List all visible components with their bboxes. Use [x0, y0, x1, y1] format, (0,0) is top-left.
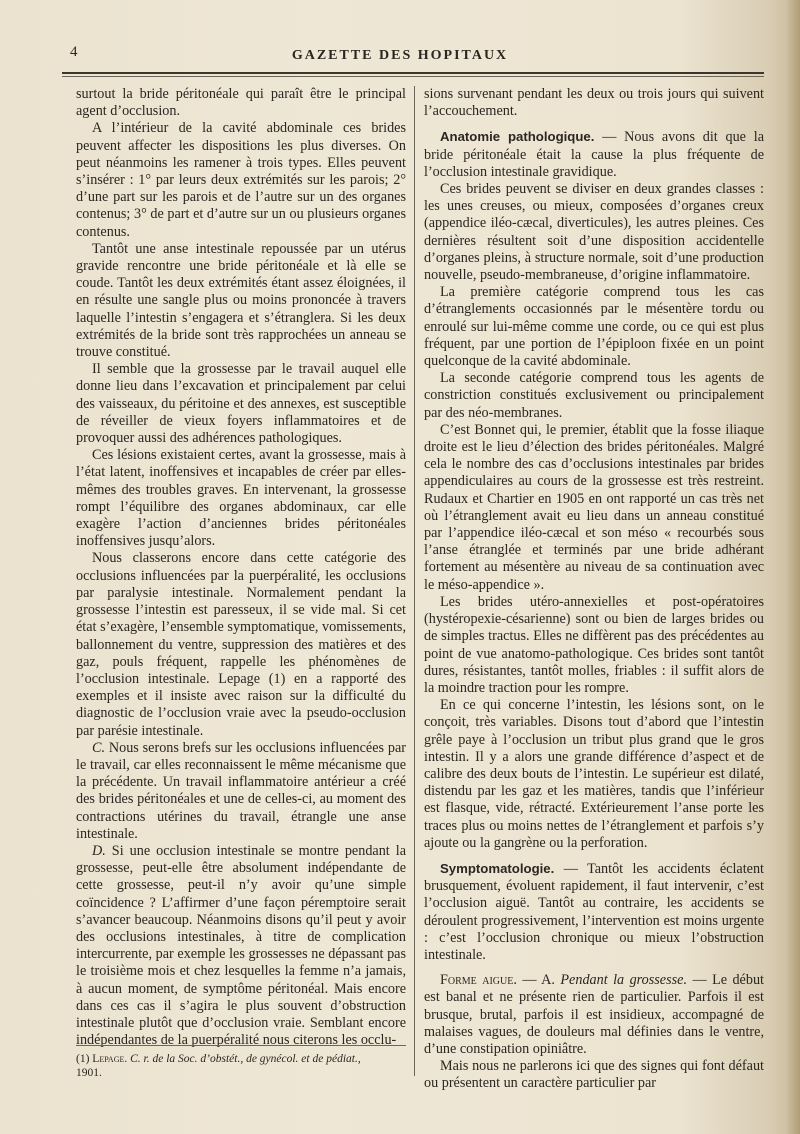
left-column: [76, 86, 406, 1049]
section-letter: C.: [92, 739, 106, 756]
paragraph: Il semble que la grossesse par le travail auquel elle donne lieu dans l’excavation et principalement par celui des vaisseaux, du péritoine et des annexes, est susceptible de réveiller de vieux foyers inflammatoires et de provoquer aussi des adhérences pathologiques.: [76, 361, 406, 447]
paragraph: C. Nous serons brefs sur les occlusions influencées par le travail, car elles reconnaissent le même mécanisme que la précédente. Un travail inflammatoire antérieur a créé des brides péritonéales et une de celles-ci, au moment des contractions utérines du travail, étrangle une anse intestinale.: [76, 739, 406, 842]
paragraph: Ces lésions existaient certes, avant la grossesse, mais à l’état latent, inoffensives et incapables de créer par elles-mêmes des troubles graves. En intervenant, la grossesse rompt l’équilibre des organes abdominaux, car elle exagère l’action d’anciennes brides péritonéales inoffensives jusqu’alors.: [76, 447, 406, 550]
paragraph: A l’intérieur de la cavité abdominale ces brides peuvent affecter les dispositions les plus diverses. On peut néanmoins les ramener à trois types. Elles peuvent s’insérer : 1° par leurs deux extrémités sur les parois; 2° d’une part sur les parois et de l’autre sur un des organes contenus; 3° de part et d’autre sur un ou plusieurs organes contenus.: [76, 120, 406, 240]
paragraph: Tantôt une anse intestinale repoussée par un utérus gravide rencontre une bride péritonéale et là elle se coude. Tantôt les deux extrémités étant assez éloignées, il en résulte une sangle plus ou moins prononcée à travers laquelle l’intestin s’engagera et s’étranglera. Si les deux extrémités de la bride sont très rapprochées un anneau se trouve constitué.: [76, 240, 406, 361]
paragraph: D. Si une occlusion intestinale se montre pendant la grossesse, peut-elle être absolument indépendante de cette grossesse, peut-il n’y avoir qu’une simple coïncidence ? L’affirmer d’une façon péremptoire serait s’avancer beaucoup. Néanmoins disons qu’il peut y avoir des occlusions intestinales, à titre de complication intercurrente, par exemple les grossesses ne dépassant pas le troisième mois et chez lesquelles la femme n’a jamais, à aucun moment, de symptôme péritonéal. Mais encore dans ces cas il s’agira le plus souvent d’obstruction intestinale plutôt que d’occlusion vraie. Semblant encore indépendantes de la puerpéralité nous citerons les occlu-: [76, 842, 406, 1049]
running-title: GAZETTE DES HOPITAUX: [291, 48, 509, 63]
paragraph: Anatomie pathologique. — Nous avons dit que la bride péritonéale était la cause la plus fréquente de l’occlusion intestinale gravidique.: [424, 129, 764, 180]
paragraph: Ces brides peuvent se diviser en deux grandes classes : les unes creuses, ou mieux, composées d’organes creux (appendice iléo-cæcal, diverticules), les autres pleines. Ces dernières résultent soit d’une disposition accidentelle d’organes pleins, à structure normale, soit d’une production nouvelle, pseudo-membraneuse, d’origine inflammatoire.: [424, 181, 764, 284]
footnote-rule: [76, 1045, 406, 1046]
footnote: (1) Lepage. C. r. de la Soc. d’obstét., de gynécol. et de pédiat., 1901.: [76, 1053, 361, 1079]
paragraph: La première catégorie comprend tous les cas d’étranglements occasionnés par le mésentère tordu ou enroulé sur lui-même comme une corde, ou ce qui est plus fréquent, par une portion de l’épiploon fixée en un point quelconque de la cavité abdominale.: [424, 284, 764, 370]
paragraph: surtout la bride péritonéale qui paraît être le principal agent d’occlusion.: [76, 86, 406, 120]
paragraph: C’est Bonnet qui, le premier, établit que la fosse iliaque droite est le lieu d’élection des brides péritonéales. Malgré cela le nombre des cas d’occlusions intestinales par brides appendiculaires au cours de la grossesse est très restreint. Rudaux et Chartier en 1905 en ont rapporté un cas très net où l’étranglement avait eu lieu dans un anneau constitué par l’appendice iléo-cæcal et son méso « recourbés sous l’anse étranglée et terminés par une bride adhérant fortement au mésentère au niveau de sa continuation avec le méso-appendice ».: [424, 421, 764, 593]
section-heading: Anatomie pathologique.: [440, 129, 595, 145]
paragraph: Symptomatologie. — Tantôt les accidents éclatent brusquement, évoluent rapidement, il faut intervenir, c’est l’occlusion aiguë. Tantôt au contraire, les accidents se déroulent progressivement, l’intervention est moins urgente : c’est l’occlusion chronique ou mieux l’obstruction intestinale.: [424, 860, 764, 963]
paragraph: Nous classerons encore dans cette catégorie des occlusions influencées par la puerpéralité, les occlusions par paralysie intestinale. Normalement pendant la grossesse l’intestin est paresseux, il se vide mal. Si cet état s’exagère, l’ensemble symptomatique, vomissements, ballonnement du ventre, suppression des matières et des gaz, pouls fréquent, rappelle les phénomènes de l’occlusion intestinale. Lepage (1) en a rapporté des exemples et il insiste avec raison sur la difficulté du diagnostic de l’occlusion vraie avec la pseudo-occlusion par parésie intestinale.: [76, 550, 406, 739]
page-edge-stain: [786, 0, 800, 1134]
section-heading: Symptomatologie.: [440, 860, 555, 876]
paragraph: Mais nous ne parlerons ici que des signes qui font défaut ou présentent un caractère particulier par: [424, 1058, 764, 1092]
header-rule: [62, 72, 764, 77]
right-column: [424, 86, 764, 1093]
paragraph: En ce qui concerne l’intestin, les lésions sont, on le conçoit, très variables. Disons tout d’abord que l’intestin grêle paye à l’occlusion un tribut plus grand que le gros intestin. Il y a alors une grande différence d’aspect et de calibre des deux bouts de l’intestin. Le supérieur est dilaté, distendu par les gaz et les matières, tandis que l’inférieur est flasque, vide, rétracté. Extérieurement l’anse porte les traces plus ou moins nettes de l’étranglement et parfois s’y ajoute ou la gangrène ou la perforation.: [424, 697, 764, 851]
paragraph: Forme aigue. — A. Pendant la grossesse. — Le début est banal et ne présente rien de particulier. Parfois il est brusque, brutal, parfois il est insidieux, accompagné de malaises vagues, de douleurs mal définies dans le ventre, d’une constipation opiniâtre.: [424, 972, 764, 1057]
subsection-heading: Forme aigue.: [440, 972, 517, 989]
paragraph: sions survenant pendant les deux ou trois jours qui suivent l’accouchement.: [424, 86, 764, 120]
paragraph: La seconde catégorie comprend tous les agents de constriction constitués exclusivement ou principalement par des néo-membranes.: [424, 370, 764, 421]
page-number: 4: [70, 44, 78, 60]
section-letter: D.: [92, 842, 106, 859]
paragraph: Les brides utéro-annexielles et post-opératoires (hystéropexie-césarienne) sont ou bien de larges brides ou de simples tractus. Elles ne diffèrent pas des précédentes au point de vue anatomo-pathologique. Ces brides sont tantôt dures, résistantes, tantôt molles, friables : il suffit alors de la moindre traction pour les rompre.: [424, 593, 764, 696]
column-divider: [414, 86, 415, 1076]
